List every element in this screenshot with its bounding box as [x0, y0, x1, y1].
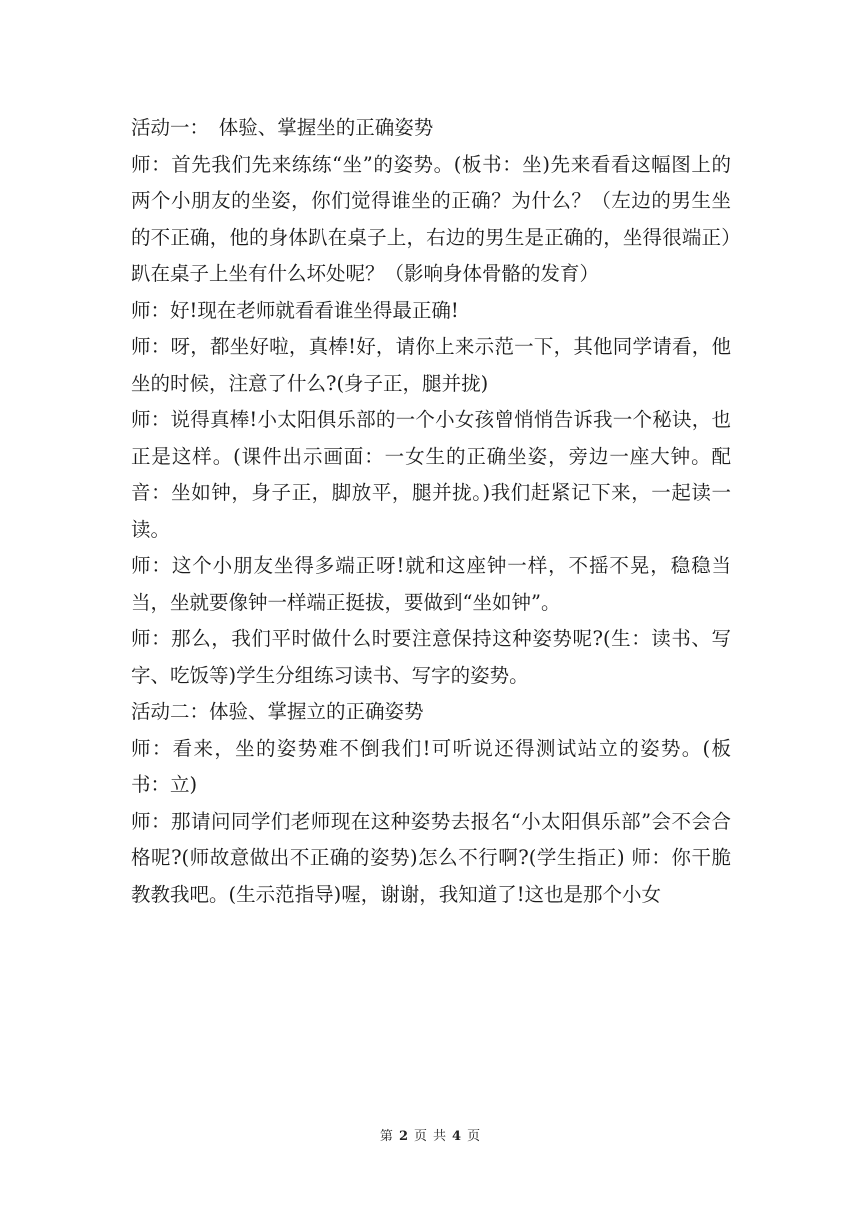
paragraph: 师：那请问同学们老师现在这种姿势去报名“小太阳俱乐部”会不会合格呢?(师故意做出不正确的姿势)怎么不行啊?(学生指正) 师：你干脆教教我吧。(生示范指导)喔，谢谢，我知道了!这也是那个小女	[131, 809, 731, 906]
paragraph: 师：好!现在老师就看看谁坐得最正确!	[131, 298, 459, 322]
paragraph: 师：说得真棒!小太阳俱乐部的一个小女孩曾悄悄告诉我一个秘诀，也正是这样。(课件出示画面：一女生的正确坐姿，旁边一座大钟。配音：坐如钟，身子正，脚放平，腿并拢。)我们赶紧记下来，一起读一读。	[131, 408, 731, 541]
section-heading-activity-2: 活动二：体验、掌握立的正确姿势	[131, 700, 424, 723]
paragraph: 师：看来，坐的姿势难不倒我们!可听说还得测试站立的姿势。(板书：立)	[131, 736, 731, 796]
footer-page-word: 页	[413, 1129, 427, 1144]
footer-suffix: 页	[467, 1129, 481, 1144]
paragraph: 师：这个小朋友坐得多端正呀!就和这座钟一样，不摇不晃，稳稳当当，坐就要像钟一样端正挺拔，要做到“坐如钟”。	[131, 554, 731, 614]
footer-total-word: 共	[433, 1129, 447, 1144]
paragraph: 师：那么，我们平时做什么时要注意保持这种姿势呢?(生：读书、写字、吃饭等)学生分组练习读书、写字的姿势。	[131, 627, 731, 687]
page-number: 2	[398, 1129, 408, 1144]
footer-prefix: 第	[379, 1129, 393, 1144]
paragraph: 师：呀，都坐好啦，真棒!好，请你上来示范一下，其他同学请看，他坐的时候，注意了什么?(身子正，腿并拢)	[131, 335, 731, 395]
page-total: 4	[452, 1129, 462, 1144]
page-body	[131, 110, 731, 913]
page-footer	[0, 1125, 860, 1144]
paragraph: 师：首先我们先来练练“坐”的姿势。(板书：坐)先来看看这幅图上的两个小朋友的坐姿，你们觉得谁坐的正确？为什么？（左边的男生坐的不正确，他的身体趴在桌子上，右边的男生是正确的，坐得很端正）趴在桌子上坐有什么坏处呢？（影响身体骨骼的发育）	[131, 152, 731, 285]
section-heading-activity-1: 活动一： 体验、掌握坐的正确姿势	[131, 116, 434, 139]
